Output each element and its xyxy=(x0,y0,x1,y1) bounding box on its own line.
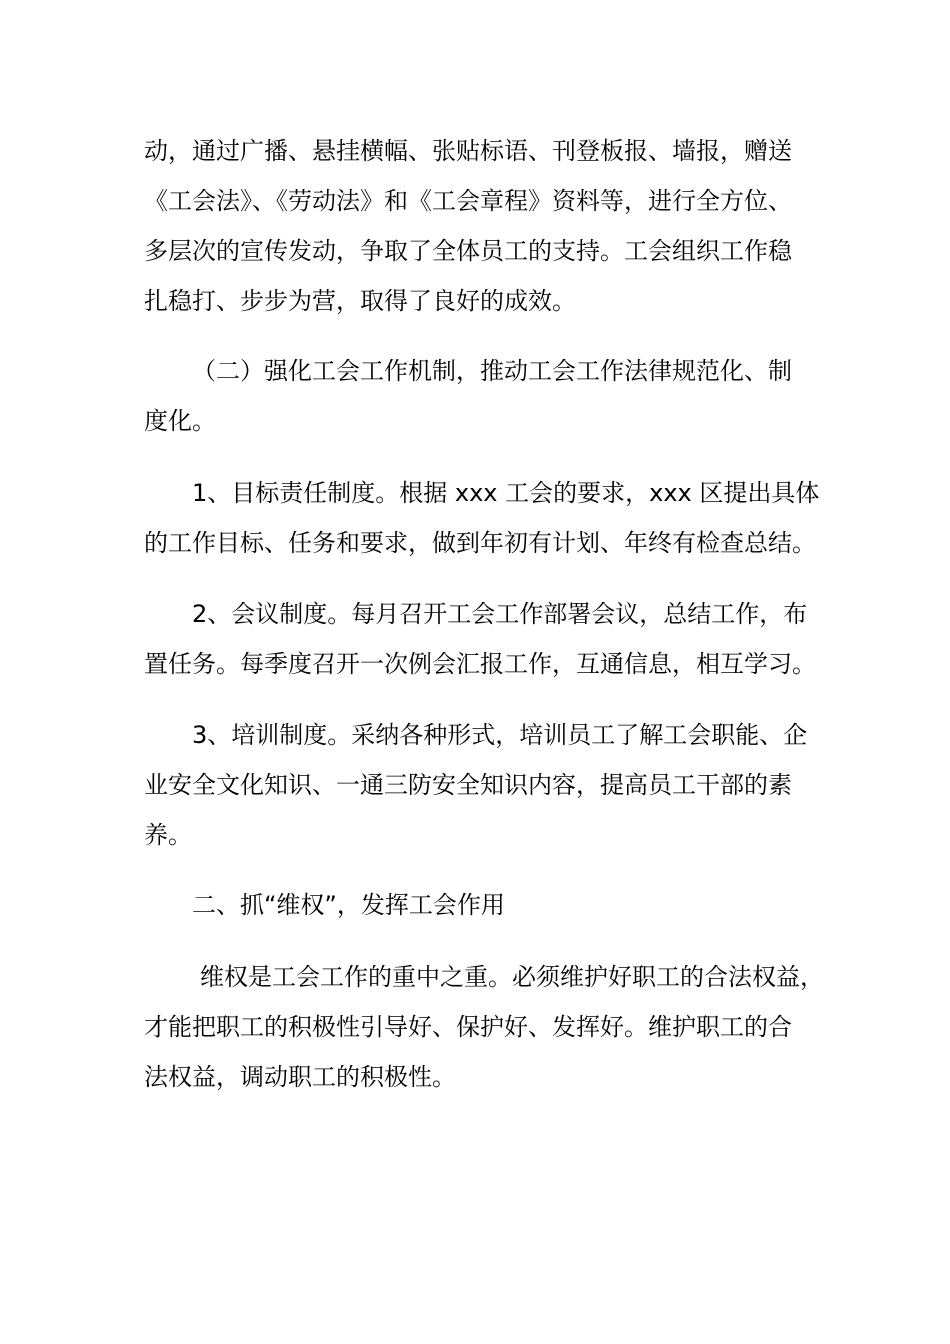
paragraph-line: 法权益，调动职工的积极性。 xyxy=(144,1063,456,1091)
paragraph-line: 《工会法》、《劳动法》和《工会章程》资料等，进行全方位、 xyxy=(144,187,792,215)
paragraph-line: 度化。 xyxy=(144,407,216,435)
paragraph-publicity xyxy=(144,126,810,326)
paragraph-line: 扎稳打、步步为营，取得了良好的成效。 xyxy=(144,287,576,315)
section-heading-rights xyxy=(144,880,810,930)
paragraph-line: 养。 xyxy=(144,821,192,849)
section-heading-line: 二、抓“维权”，发挥工会作用 xyxy=(192,891,505,919)
paragraph-training-system xyxy=(144,710,810,860)
paragraph-line: 动，通过广播、悬挂横幅、张贴标语、刊登板报、墙报，赠送 xyxy=(144,137,792,165)
paragraph-line: 才能把职工的积极性引导好、保护好、发挥好。维护职工的合 xyxy=(144,1013,792,1041)
paragraph-target-responsibility xyxy=(144,468,820,568)
paragraph-rights-protection xyxy=(144,952,824,1102)
paragraph-meeting-system xyxy=(144,589,816,689)
paragraph-line: 3、培训制度。采纳各种形式，培训员工了解工会职能、企 xyxy=(192,721,808,749)
paragraph-line: 的工作目标、任务和要求，做到年初有计划、年终有检查总结。 xyxy=(144,529,816,557)
paragraph-section-two-heading xyxy=(144,346,810,446)
paragraph-line: 置任务。每季度召开一次例会汇报工作，互通信息，相互学习。 xyxy=(144,650,816,678)
paragraph-line: 维权是工会工作的重中之重。必须维护好职工的合法权益， xyxy=(200,963,824,991)
paragraph-line: 2、会议制度。每月召开工会工作部署会议，总结工作，布 xyxy=(192,600,808,628)
paragraph-line: 多层次的宣传发动，争取了全体员工的支持。工会组织工作稳 xyxy=(144,237,792,265)
paragraph-line: （二）强化工会工作机制，推动工会工作法律规范化、制 xyxy=(192,357,792,385)
paragraph-line: 1、目标责任制度。根据 xxx 工会的要求，xxx 区提出具体 xyxy=(192,479,820,507)
paragraph-line: 业安全文化知识、一通三防安全知识内容，提高员工干部的素 xyxy=(144,771,792,799)
